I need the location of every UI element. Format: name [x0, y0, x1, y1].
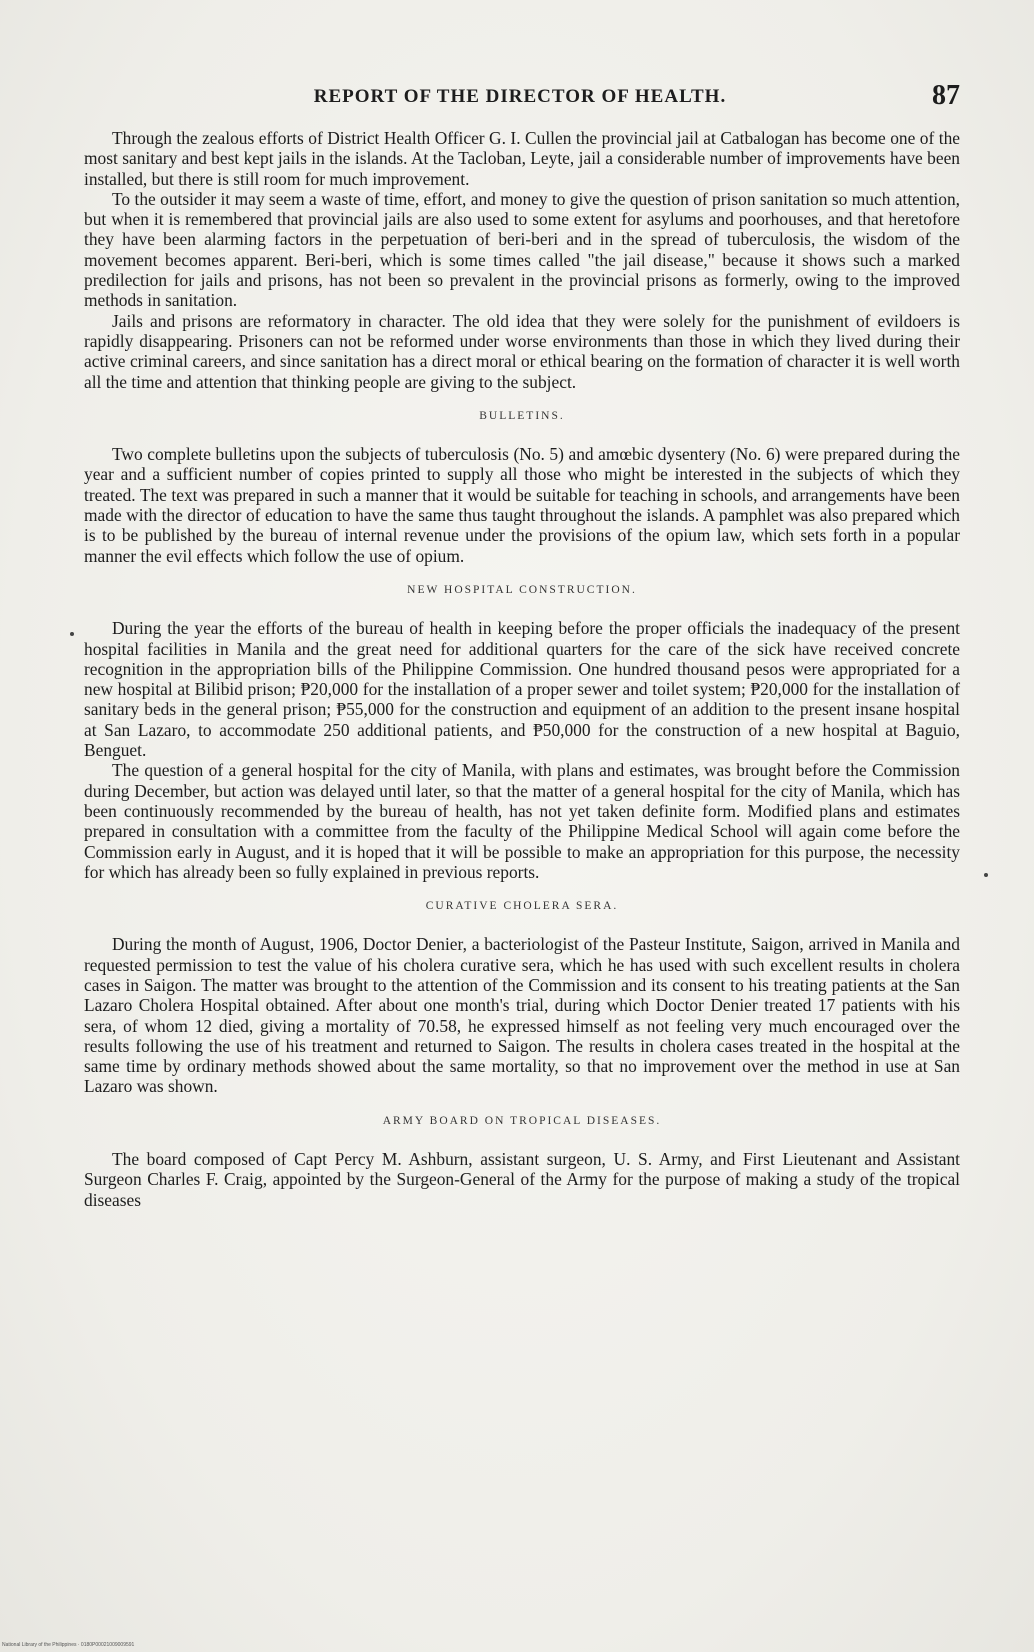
paragraph-reformatory: Jails and prisons are reformatory in character. The old idea that they were solely for the punishment of evildoers is rapidly disappearing. Prisoners can not be reformed under worse environments than those in which they lived during their active criminal careers, and since sanitation has a direct moral or ethical bearing on the formation of character it is well worth all the time and attention that thinking people are giving to the subject. [84, 310, 960, 392]
page-header [80, 80, 960, 120]
paragraph-general-hospital: The question of a general hospital for the city of Manila, with plans and estimates, was brought before the Commission during December, but action was delayed until later, so that the matter of a general hospital for the city of Manila, which has been continuously recommended by the bureau of health, has not yet taken definite form. Modified plans and estimates prepared in consultation with a committee from the faculty of the Philippine Medical School will again come before the Commission early in August, and it is hoped that it will be possible to make an appropriation for this purpose, the necessity for which has already been so fully explained in previous reports. [84, 760, 960, 882]
paragraph-catbalogan-jail: Through the zealous efforts of District Health Officer G. I. Cullen the provincial jail at Catbalogan has become one of the most sanitary and best kept jails in the islands. At the Tacloban, Leyte, jail a considerable number of improvements have been installed, but there is still room for much improvement. [84, 128, 960, 189]
running-head: REPORT OF THE DIRECTOR OF HEALTH. [313, 86, 727, 107]
scan-footer-note: National Library of the Philippines · 0180P00021009009591 [2, 1642, 135, 1648]
heading-curative-cholera-sera: CURATIVE CHOLERA SERA. [425, 900, 619, 913]
heading-bulletins: BULLETINS. [479, 409, 565, 422]
paragraph-prison-sanitation: To the outsider it may seem a waste of time, effort, and money to give the question of prison sanitation so much attention, but when it is remembered that provincial jails are also used to some extent for asylums and poorhouses, and that heretofore they have been alarming factors in the perpetuation of beri-beri and in the spread of tuberculosis, the wisdom of the movement becomes apparent. Beri-beri, which is some times called "the jail disease," because it shows such a marked predilection for jails and prisons, has not been so prevalent in the provincial prisons as formerly, owing to the improved methods in sanitation. [84, 188, 960, 311]
heading-army-board: ARMY BOARD ON TROPICAL DISEASES. [382, 1114, 662, 1127]
heading-new-hospital-construction: NEW HOSPITAL CONSTRUCTION. [407, 583, 637, 596]
body-text [84, 128, 960, 1210]
paragraph-hospital-appropriations: During the year the efforts of the bureau of health in keeping before the proper officials the inadequacy of the present hospital facilities in Manila and the great need for additional quarters for the care of the sick have received concrete recognition in the appropriation bills of the Philippine Commission. One hundred thousand pesos were appropriated for a new hospital at Bilibid prison; ₱20,000 for the installation of a proper sewer and toilet system; ₱20,000 for the installation of sanitary beds in the general prison; ₱55,000 for the construction and equipment of an addition to the present insane hospital at San Lazaro, to accommodate 250 additional patients, and ₱50,000 for the construction of a new hospital at Baguio, Benguet. [84, 618, 960, 761]
paragraph-cholera-sera: During the month of August, 1906, Doctor Denier, a bacteriologist of the Pasteur Institute, Saigon, arrived in Manila and requested permission to test the value of his cholera curative sera, which he has used with such excellent results in cholera cases in Saigon. The matter was brought to the attention of the Commission and its consent to his treating patients at the San Lazaro Cholera Hospital obtained. After about one month's trial, during which Doctor Denier treated 17 patients with his sera, of whom 12 died, giving a mortality of 70.58, he expressed himself as not feeling very much encouraged over the results following the use of his treatment and returned to Saigon. The results in cholera cases treated in the hospital at the same time by ordinary methods showed about the same mortality, so that no improvement over the method in use at San Lazaro was shown. [84, 934, 960, 1097]
margin-dot-right [984, 873, 988, 877]
page-number: 87 [932, 80, 960, 111]
paragraph-bulletins: Two complete bulletins upon the subjects of tuberculosis (No. 5) and amœbic dysentery (No. 6) were prepared during the year and a sufficient number of copies printed to supply all those who might be interested in the subjects of which they treated. The text was prepared in such a manner that it would be suitable for teaching in schools, and arrangements have been made with the director of education to have the same thus taught throughout the islands. A pamphlet was also prepared which is to be published by the bureau of internal revenue under the provisions of the opium law, which sets forth in a popular manner the evil effects which follow the use of opium. [84, 444, 960, 566]
margin-dot-left [70, 632, 74, 636]
paragraph-army-board: The board composed of Capt Percy M. Ashburn, assistant surgeon, U. S. Army, and First Lieutenant and Assistant Surgeon Charles F. Craig, appointed by the Surgeon-General of the Army for the purpose of making a study of the tropical diseases [84, 1149, 960, 1210]
